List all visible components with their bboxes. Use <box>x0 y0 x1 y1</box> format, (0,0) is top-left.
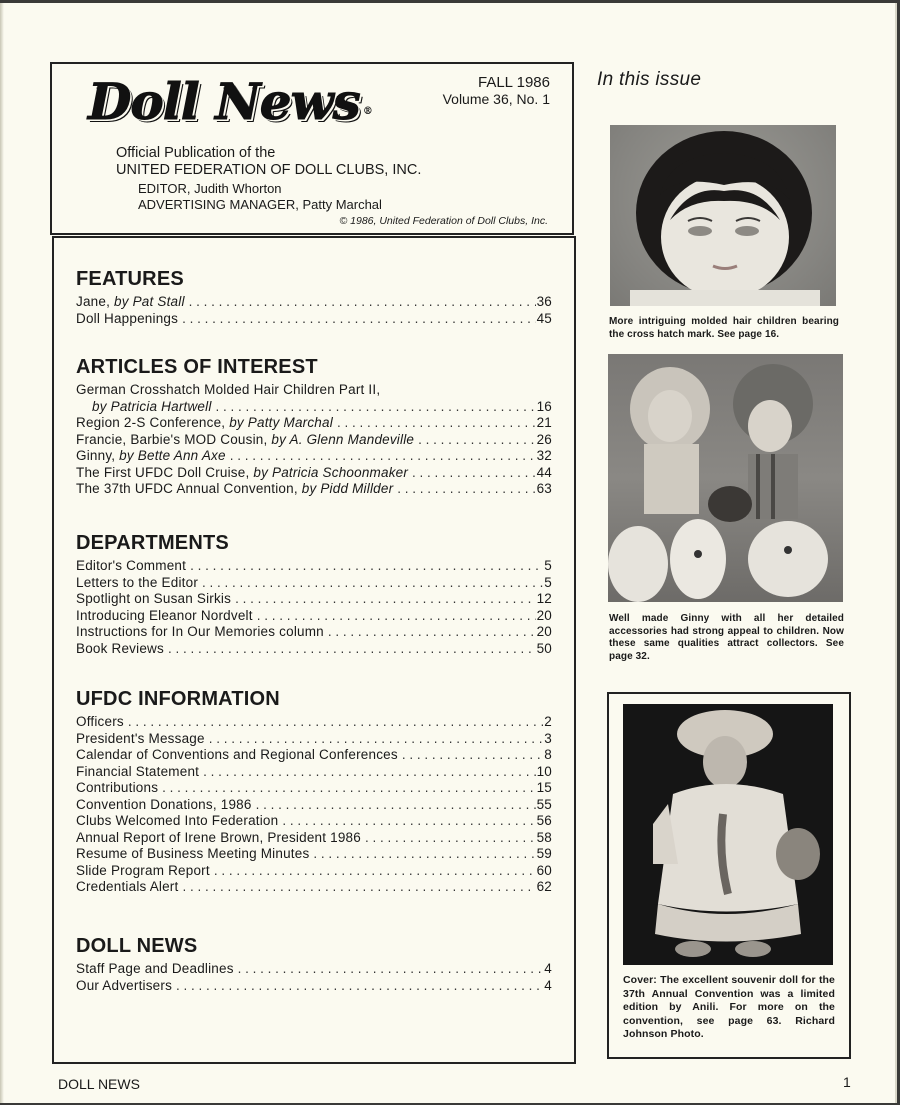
magazine-page <box>0 3 897 1103</box>
toc-entry-page-number: 45 <box>536 310 552 326</box>
publication-statement <box>116 145 421 178</box>
toc-entry-page-number: 4 <box>544 977 552 993</box>
toc-section-heading: DEPARTMENTS <box>76 532 229 554</box>
toc-entry[interactable] <box>76 399 552 416</box>
toc-entry-label <box>76 481 393 498</box>
toc-entry[interactable] <box>76 863 552 880</box>
toc-section-heading: DOLL NEWS <box>76 935 198 957</box>
toc-entry-label <box>76 797 252 814</box>
dot-leader <box>235 591 535 608</box>
in-this-issue-heading: In this issue <box>597 69 702 90</box>
toc-entry-page-number: 63 <box>536 481 552 496</box>
toc-entry[interactable] <box>76 813 552 830</box>
toc-entry-page-number: 15 <box>536 780 552 795</box>
issue-volume: Volume 36, No. 1 <box>442 91 550 107</box>
toc-entry-label <box>76 608 253 625</box>
toc-entry-title: Annual Report of Irene Brown, President 1986 <box>76 829 361 845</box>
toc-entry-label <box>76 415 333 432</box>
toc-entry-author: by Patty Marchal <box>229 415 333 430</box>
toc-entry-title: Credentials Alert <box>76 879 179 894</box>
toc-entry-title: Convention Donations, 1986 <box>76 796 252 812</box>
toc-entry[interactable] <box>76 879 552 896</box>
toc-section-heading: FEATURES <box>76 268 184 290</box>
dot-leader <box>189 294 536 311</box>
publication-line: UNITED FEDERATION OF DOLL CLUBS, INC. <box>116 161 422 178</box>
toc-entry-page-number: 44 <box>536 464 552 480</box>
issue-info <box>443 75 550 107</box>
toc-entry-title: President's Message <box>76 730 205 746</box>
toc-entry-label <box>76 780 158 797</box>
dot-leader <box>313 846 535 863</box>
toc-entry-title: Resume of Business Meeting Minutes <box>76 846 310 861</box>
toc-entry-label <box>76 575 198 592</box>
dot-leader <box>216 399 536 416</box>
toc-entry[interactable] <box>76 558 552 575</box>
dot-leader <box>365 830 536 847</box>
toc-section-heading: UFDC INFORMATION <box>76 688 280 710</box>
toc-entry-label <box>76 764 199 781</box>
toc-entry-label <box>76 978 172 995</box>
toc-entry[interactable] <box>76 830 552 847</box>
toc-entry-label <box>76 846 309 863</box>
advertising-manager-credit: ADVERTISING MANAGER, Patty Marchal <box>138 197 382 212</box>
toc-entry[interactable] <box>76 731 552 748</box>
dot-leader <box>238 961 544 978</box>
toc-entry-label <box>76 432 414 449</box>
toc-entry-page-number: 62 <box>536 879 552 894</box>
toc-entry-title: Officers <box>76 714 124 729</box>
photo-caption: Cover: The excellent souvenir doll for the 37th Annual Convention was a limited edition by Anili. For more on the convention, see page 63. Richard Johnson Photo. <box>623 974 835 1040</box>
toc-entry-page-number: 2 <box>544 714 552 729</box>
masthead <box>50 62 574 235</box>
toc-entry-title: Slide Program Report <box>76 862 210 878</box>
toc-entry-title: Calendar of Conventions and Regional Conferences <box>76 747 398 762</box>
toc-section <box>76 356 552 498</box>
dot-leader <box>418 432 535 449</box>
dot-leader <box>128 714 543 731</box>
staff-credits <box>138 181 382 213</box>
toc-entry-page-number: 5 <box>544 574 552 590</box>
page-edge <box>0 3 4 1103</box>
toc-entry[interactable] <box>76 575 552 592</box>
toc-entry-page-number: 21 <box>536 415 552 430</box>
toc-entry-page-number: 20 <box>536 607 552 623</box>
toc-entry[interactable] <box>76 624 552 641</box>
toc-entry-title: Introducing Eleanor Nordvelt <box>76 607 253 623</box>
toc-entry-title: The First UFDC Doll Cruise, <box>76 464 254 480</box>
toc-entry-label <box>76 747 398 764</box>
dot-leader <box>176 978 543 995</box>
toc-entry[interactable] <box>76 311 552 328</box>
toc-entry-page-number: 8 <box>544 747 552 762</box>
toc-entry-author: by Patricia Hartwell <box>92 398 212 414</box>
page-number: 1 <box>843 1074 851 1090</box>
toc-entry-label <box>76 863 210 880</box>
dot-leader <box>397 481 535 498</box>
toc-entry[interactable] <box>76 641 552 658</box>
toc-entry-title: Instructions for In Our Memories column <box>76 624 324 639</box>
toc-entry-title: Francie, Barbie's MOD Cousin, <box>76 431 272 447</box>
dot-leader <box>168 641 536 658</box>
toc-entry-title: German Crosshatch Molded Hair Children Part II, <box>76 382 381 397</box>
toc-entry-page-number: 16 <box>536 398 552 414</box>
toc-entry[interactable] <box>76 415 552 432</box>
dot-leader <box>402 747 543 764</box>
toc-entry-page-number: 59 <box>536 846 552 861</box>
toc-entry[interactable] <box>76 432 552 449</box>
toc-entry-title: Letters to the Editor <box>76 574 199 590</box>
toc-entry-label <box>76 558 186 575</box>
toc-entry[interactable] <box>76 714 552 731</box>
toc-entry-author: by A. Glenn Mandeville <box>271 431 415 447</box>
toc-entry-label <box>76 294 185 311</box>
dot-leader <box>214 863 536 880</box>
toc-entry-label <box>76 813 278 830</box>
dot-leader <box>182 879 535 896</box>
toc-entry-label <box>76 624 324 641</box>
toc-entry-page-number: 60 <box>536 862 552 878</box>
toc-entry-author: by Pat Stall <box>113 294 185 309</box>
cover-souvenir-doll-photo <box>623 704 833 965</box>
toc-entry[interactable] <box>76 448 552 465</box>
toc-entry-page-number: 26 <box>536 431 552 447</box>
toc-section <box>76 935 552 994</box>
toc-entry-label <box>76 731 205 748</box>
toc-entry-title: Spotlight on Susan Sirkis <box>76 591 232 606</box>
toc-entry-title: Region 2-S Conference, <box>76 415 230 430</box>
logo-text: Doll News <box>88 72 360 131</box>
toc-section-heading: ARTICLES OF INTEREST <box>76 356 318 378</box>
toc-entry-label <box>76 641 164 658</box>
toc-entry-title: Doll Happenings <box>76 310 179 326</box>
toc-entry-page-number: 56 <box>536 813 552 828</box>
toc-entry-title: Book Reviews <box>76 640 164 656</box>
toc-entry-label <box>92 399 212 416</box>
toc-entry-label <box>76 714 124 731</box>
toc-entry-title: Editor's Comment <box>76 558 187 573</box>
dot-leader <box>256 797 536 814</box>
toc-entry[interactable] <box>76 591 552 608</box>
dot-leader <box>190 558 543 575</box>
toc-entry-page-number: 36 <box>536 294 552 309</box>
toc-entry-page-number: 5 <box>544 558 552 573</box>
dot-leader <box>257 608 536 625</box>
table-of-contents <box>52 236 576 1064</box>
toc-entry-label <box>76 879 178 896</box>
toc-entry-title: Ginny, <box>76 448 120 463</box>
registered-mark: ® <box>362 106 372 117</box>
toc-entry[interactable] <box>76 978 552 995</box>
toc-entry[interactable] <box>76 846 552 863</box>
toc-entry[interactable] <box>76 465 552 482</box>
dot-leader <box>162 780 535 797</box>
photo-caption: Well made Ginny with all her detailed accessories had strong appeal to children. Now these same qualities attract collectors. See page 32. <box>609 613 844 662</box>
toc-entry-title: Our Advertisers <box>76 977 173 993</box>
toc-entry[interactable] <box>76 747 552 764</box>
toc-entry[interactable] <box>76 608 552 625</box>
molded-hair-doll-photo <box>610 125 836 306</box>
toc-entry-page-number: 58 <box>536 829 552 845</box>
toc-entry[interactable] <box>76 294 552 311</box>
toc-entry-label <box>76 465 408 482</box>
ginny-dolls-photo <box>608 354 843 602</box>
dot-leader <box>209 731 544 748</box>
dot-leader <box>202 575 543 592</box>
editor-credit: EDITOR, Judith Whorton <box>138 181 282 196</box>
dot-leader <box>182 311 536 328</box>
toc-entry-label <box>76 591 231 608</box>
toc-entry-title: Jane, <box>76 294 114 309</box>
toc-entry-label <box>76 961 234 978</box>
copyright-notice: © 1986, United Federation of Doll Clubs, Inc. <box>339 215 548 227</box>
dot-leader <box>282 813 535 830</box>
dot-leader <box>230 448 536 465</box>
toc-entry-author: by Bette Ann Axe <box>119 448 226 463</box>
publication-line: Official Publication of the <box>116 145 276 161</box>
photo-caption: More intriguing molded hair children bearing the cross hatch mark. See page 16. <box>609 316 839 340</box>
toc-entry[interactable] <box>76 780 552 797</box>
toc-entry-label <box>76 830 361 847</box>
toc-entry-label <box>76 311 178 328</box>
toc-entry-title: The 37th UFDC Annual Convention, <box>76 481 302 496</box>
toc-section <box>76 268 552 327</box>
dot-leader <box>203 764 535 781</box>
issue-season: FALL 1986 <box>477 74 550 91</box>
toc-entry-title: Financial Statement <box>76 763 200 779</box>
toc-entry-page-number: 10 <box>536 763 552 779</box>
toc-entry-page-number: 20 <box>536 624 552 639</box>
toc-entry-title: Clubs Welcomed Into Federation <box>76 813 279 828</box>
toc-section <box>76 688 552 896</box>
dot-leader <box>412 465 536 482</box>
toc-entry[interactable] <box>76 797 552 814</box>
toc-entry-author: by Patricia Schoonmaker <box>253 464 409 480</box>
toc-entry-title: Contributions <box>76 780 159 795</box>
doll-news-logo <box>88 72 372 131</box>
dot-leader <box>328 624 536 641</box>
toc-entry-page-number: 55 <box>536 796 552 812</box>
toc-entry-label <box>76 448 226 465</box>
toc-entry-page-number: 3 <box>544 730 552 746</box>
toc-entry-page-number: 32 <box>536 448 552 463</box>
toc-entry[interactable] <box>76 961 552 978</box>
toc-entry-page-number: 12 <box>536 591 552 606</box>
dot-leader <box>337 415 536 432</box>
toc-entry-page-number: 50 <box>536 640 552 656</box>
toc-entry-title: Staff Page and Deadlines <box>76 961 234 976</box>
toc-entry-page-number: 4 <box>544 961 552 976</box>
toc-entry[interactable] <box>76 481 552 498</box>
toc-entry-author: by Pidd Millder <box>301 481 394 496</box>
toc-entry[interactable] <box>76 764 552 781</box>
toc-section <box>76 532 552 657</box>
footer-publication-name: DOLL NEWS <box>58 1076 140 1092</box>
